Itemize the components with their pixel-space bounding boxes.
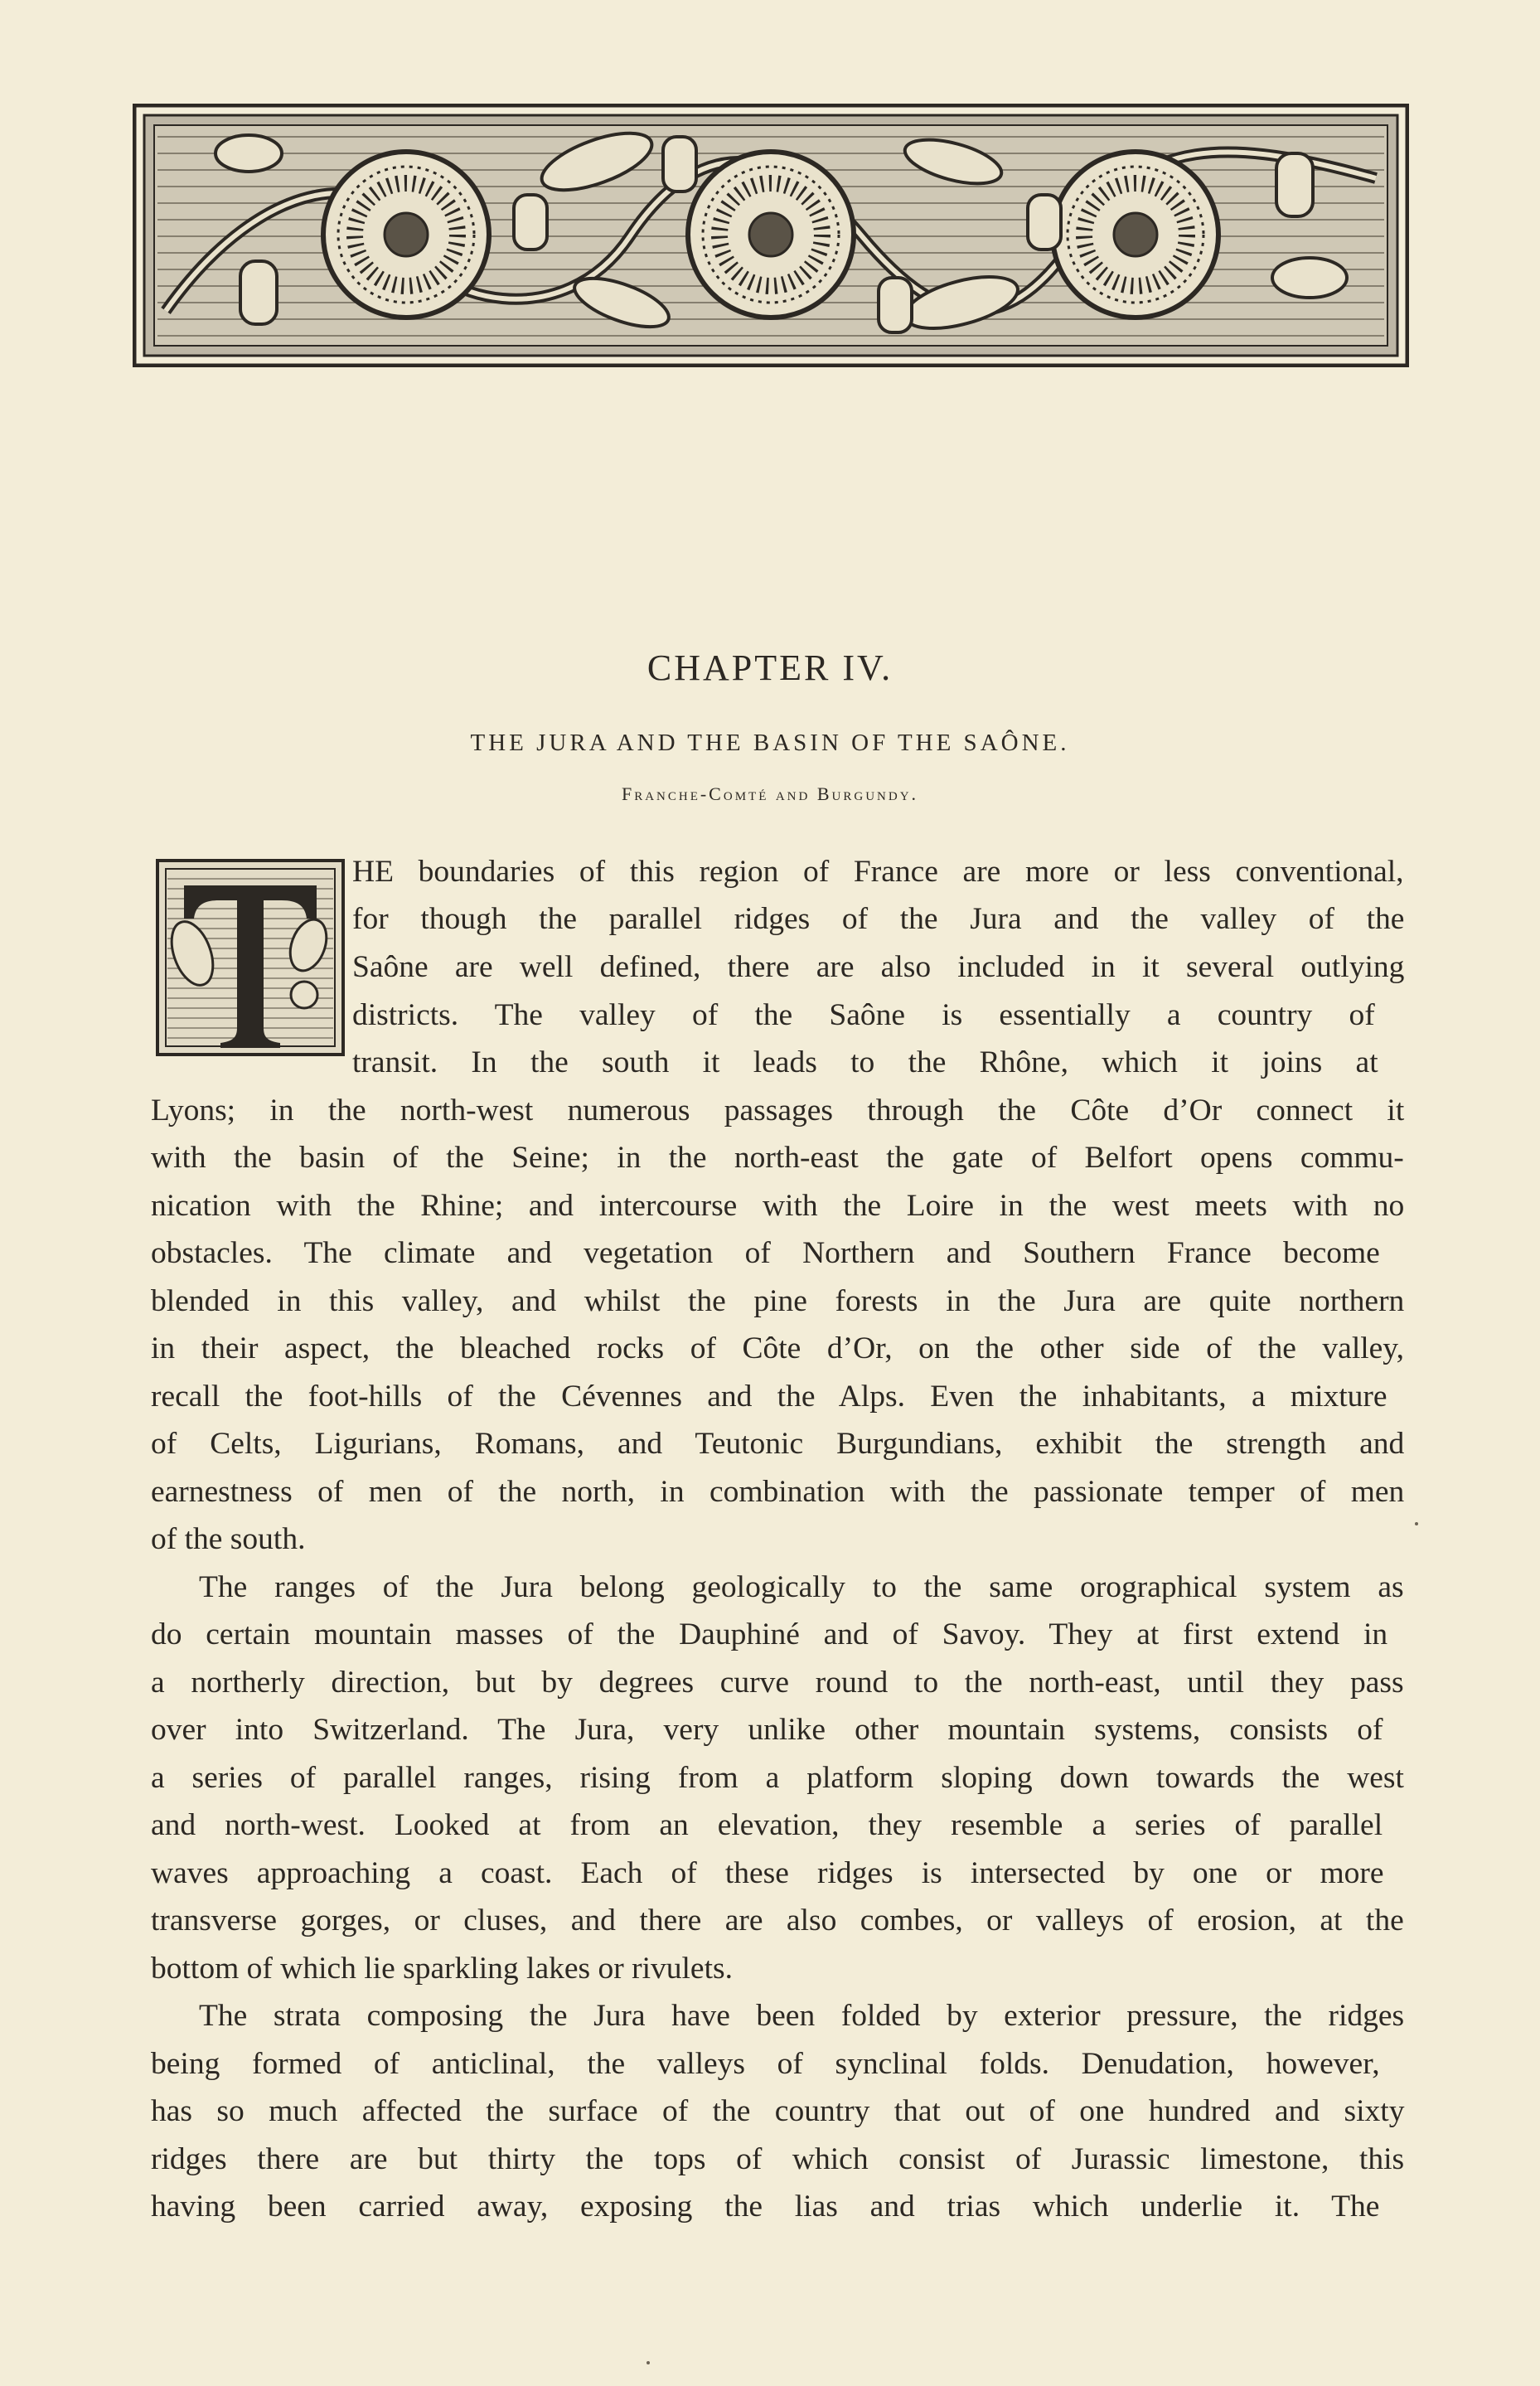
text-line: has so much affected the surface of the country that out of one hundred and sixty xyxy=(151,2094,1405,2128)
chapter-region: Franche-Comté and Burgundy. xyxy=(621,783,919,804)
text-line: waves approaching a coast. Each of these ridges is intersected by one or more xyxy=(151,1856,1384,1890)
text-line: HE boundaries of this region of France are more or less conventional, xyxy=(352,855,1404,889)
text-line: Saône are well defined, there are also included in it several outlying xyxy=(352,950,1405,984)
text-line: a northerly direction, but by degrees curve round to the north-east, until they pass xyxy=(151,1666,1404,1700)
text-line: bottom of which lie sparkling lakes or rivulets. xyxy=(151,1952,733,1986)
drop-capital-t xyxy=(151,854,350,1061)
text-line: blended in this valley, and whilst the pine forests in the Jura are quite northern xyxy=(151,1284,1405,1318)
text-line: for though the parallel ridges of the Jura and the valley of the xyxy=(352,902,1405,936)
text-line: do certain mountain masses of the Dauphiné and of Savoy. They at first extend in xyxy=(151,1617,1388,1651)
text-line: transit. In the south it leads to the Rhône, which it joins at xyxy=(352,1045,1378,1079)
text-line: and north-west. Looked at from an elevation, they resemble a series of parallel xyxy=(151,1808,1383,1842)
text-line: over into Switzerland. The Jura, very unlike other mountain systems, consists of xyxy=(151,1713,1383,1747)
text-line: nication with the Rhine; and intercourse with the Loire in the west meets with no xyxy=(151,1189,1405,1223)
chapter-title: CHAPTER IV. xyxy=(647,647,893,688)
chapter-subtitle: THE JURA AND THE BASIN OF THE SAÔNE. xyxy=(470,730,1070,756)
text-line: ridges there are but thirty the tops of which consist of Jurassic limestone, this xyxy=(151,2142,1405,2176)
text-line: obstacles. The climate and vegetation of Northern and Southern France become xyxy=(151,1236,1380,1270)
text-line: of Celts, Ligurians, Romans, and Teutonic Burgundians, exhibit the strength and xyxy=(151,1427,1405,1461)
text-line: transverse gorges, or cluses, and there are also combes, or valleys of erosion, at the xyxy=(151,1903,1404,1937)
text-line: Lyons; in the north-west numerous passages through the Côte d’Or connect it xyxy=(151,1094,1405,1128)
daisy-left-icon xyxy=(323,152,489,318)
text-line: a series of parallel ranges, rising from a platform sloping down towards the west xyxy=(151,1761,1404,1795)
text-line: with the basin of the Seine; in the north-east the gate of Belfort opens commu- xyxy=(151,1141,1404,1175)
daisy-right-icon xyxy=(1053,152,1218,318)
text-line: The strata composing the Jura have been folded by exterior pressure, the ridges xyxy=(199,1999,1405,2033)
print-speck xyxy=(647,2361,650,2364)
text-line: being formed of anticlinal, the valleys of synclinal folds. Denudation, however, xyxy=(151,2047,1380,2081)
ornamental-headpiece xyxy=(133,104,1409,367)
print-speck xyxy=(1415,1522,1418,1525)
text-line: of the south. xyxy=(151,1522,306,1556)
daisy-center-icon xyxy=(688,152,854,318)
text-line: having been carried away, exposing the lias and trias which underlie it. The xyxy=(151,2190,1380,2224)
text-line: The ranges of the Jura belong geologically to the same orographical system as xyxy=(199,1570,1404,1604)
text-line: districts. The valley of the Saône is essentially a country of xyxy=(352,998,1375,1032)
text-line: in their aspect, the bleached rocks of Côte d’Or, on the other side of the valley, xyxy=(151,1331,1404,1365)
text-line: recall the foot-hills of the Cévennes and the Alps. Even the inhabitants, a mixture xyxy=(151,1380,1387,1414)
text-line: earnestness of men of the north, in combination with the passionate temper of men xyxy=(151,1475,1405,1509)
